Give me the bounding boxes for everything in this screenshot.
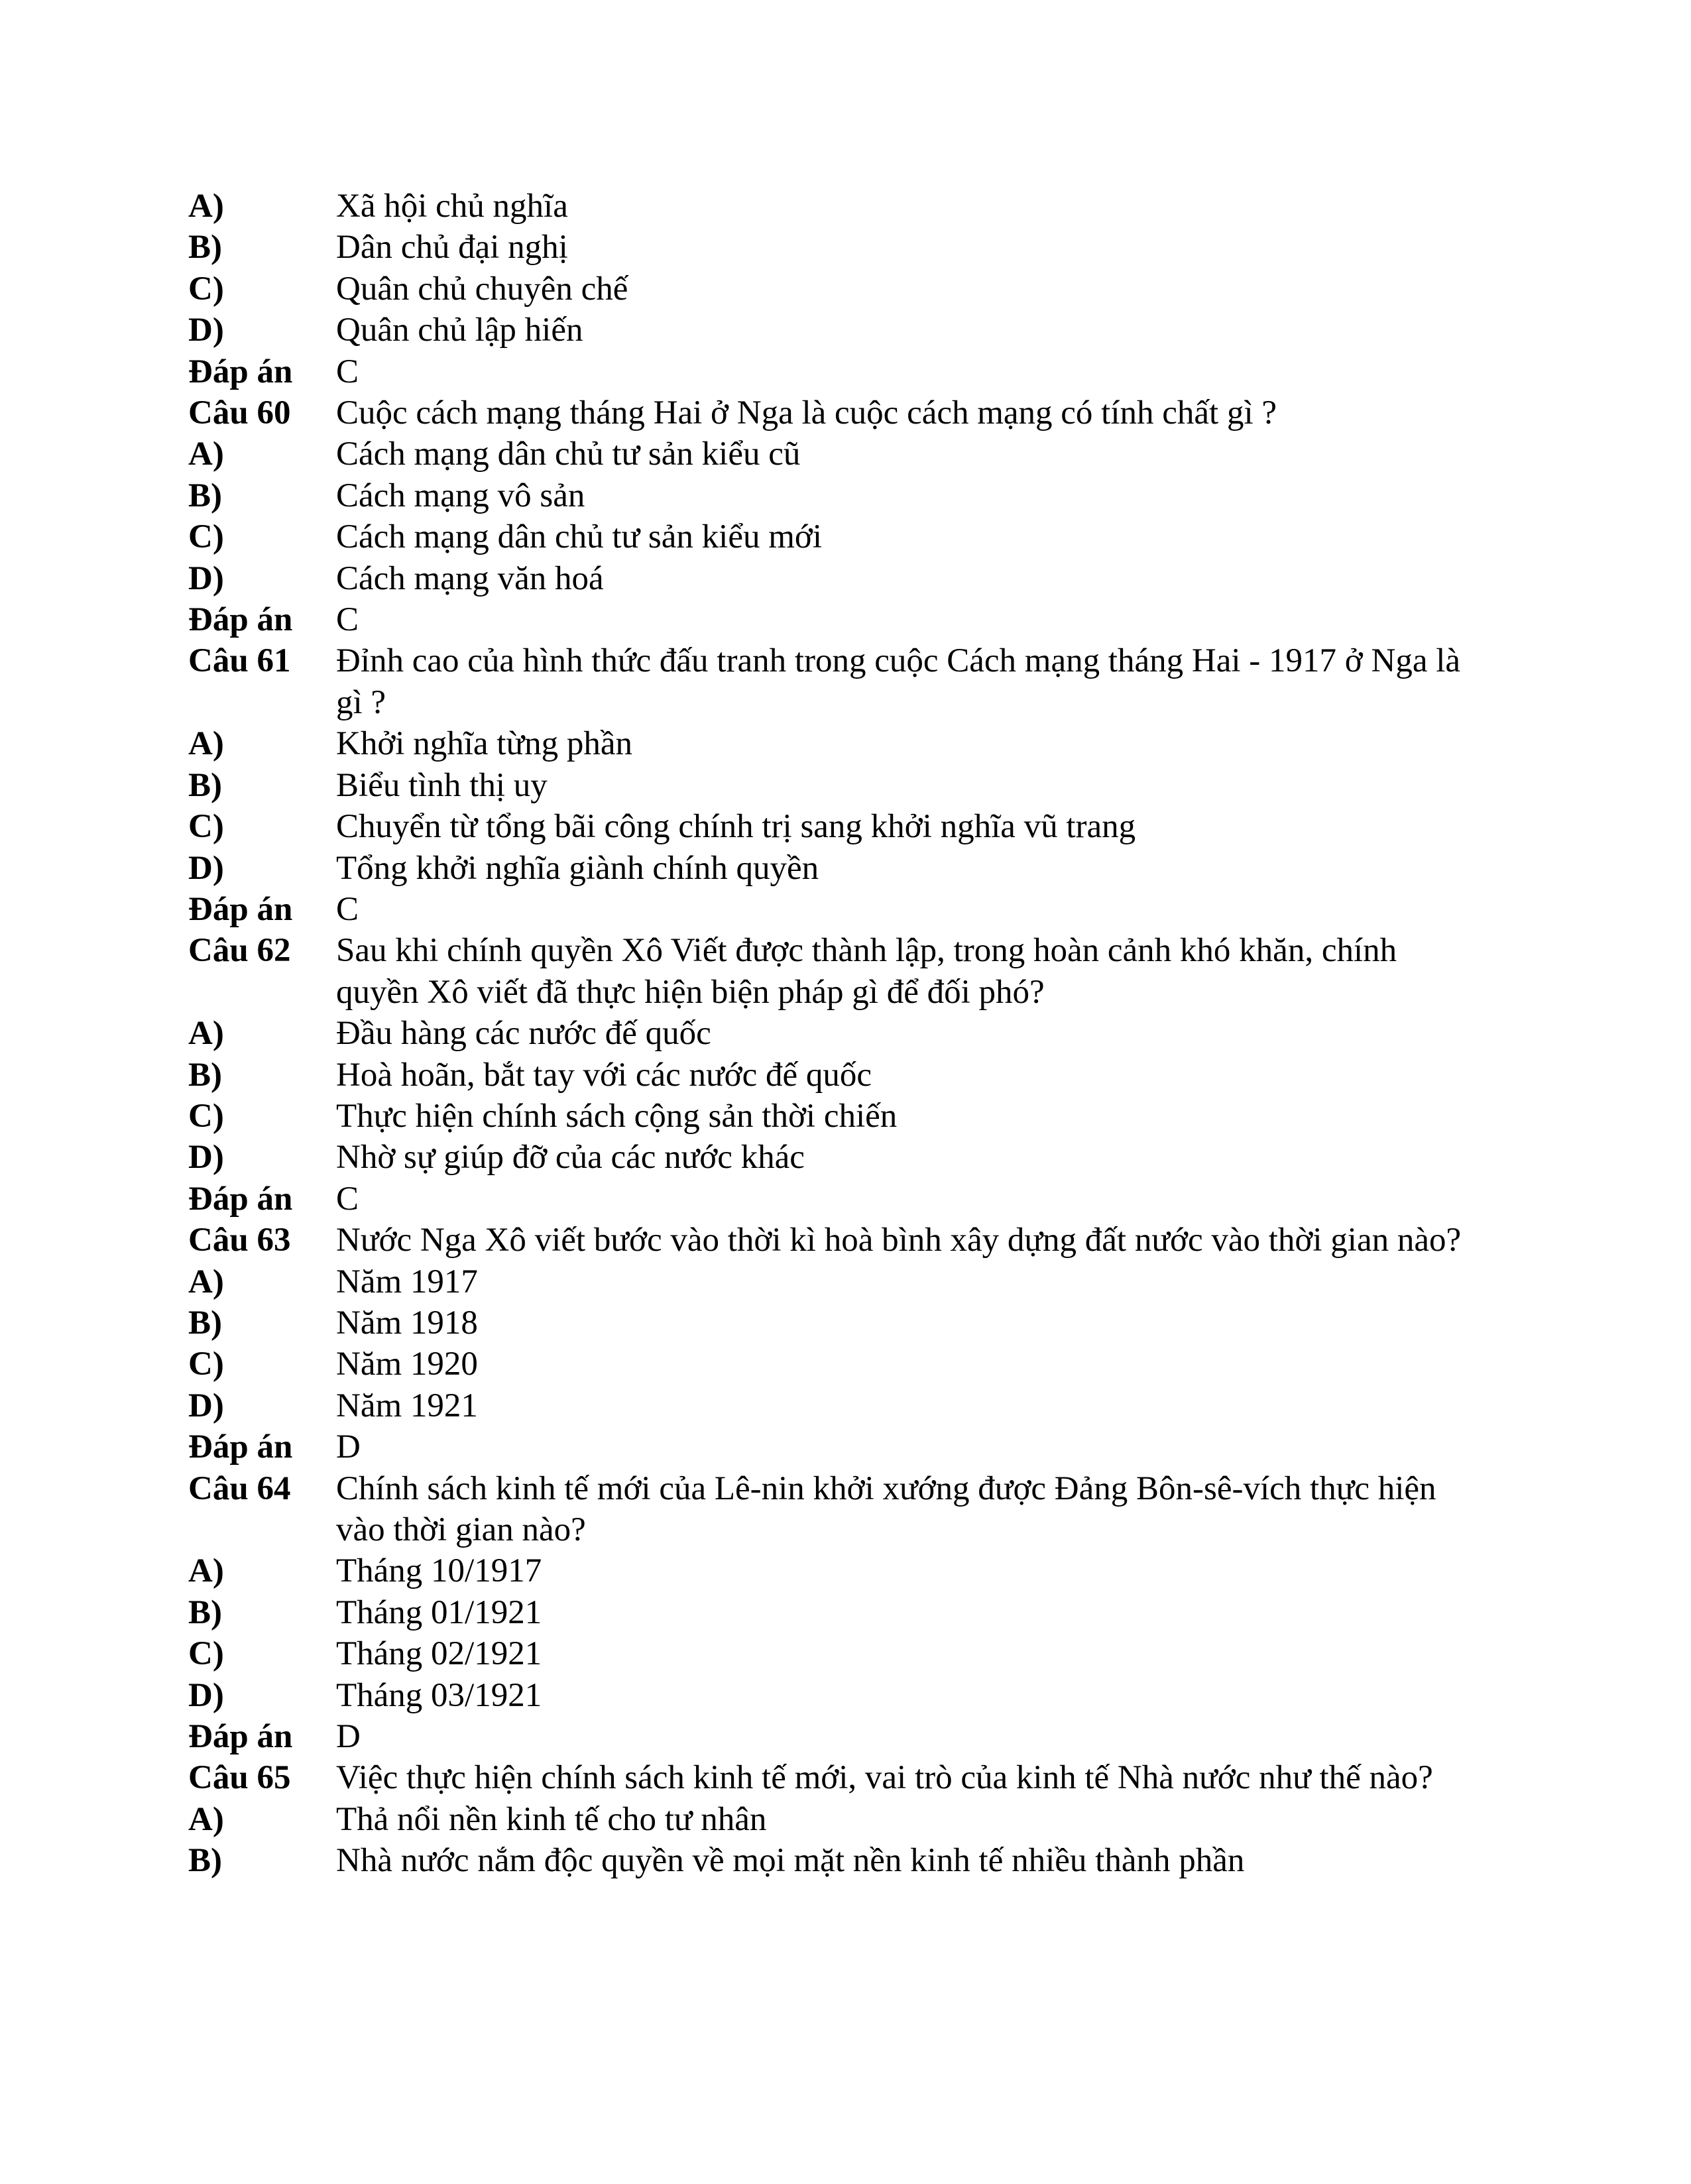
answer-row	[188, 351, 1474, 392]
option-row	[188, 765, 1474, 806]
option-row	[188, 268, 1474, 310]
option-label: C)	[188, 1346, 224, 1383]
answer-row	[188, 1178, 1474, 1220]
option-label: A)	[188, 1800, 224, 1838]
option-text: Năm 1921	[336, 1387, 478, 1424]
question-row	[188, 1220, 1474, 1261]
question-row	[188, 640, 1474, 723]
option-text: Thả nổi nền kinh tế cho tư nhân	[336, 1800, 767, 1838]
answer-label: Đáp án	[188, 890, 293, 928]
question-text: Chính sách kinh tế mới của Lê-nin khởi xướng được Đảng Bôn-sê-vích thực hiện vào thời gian nào?	[336, 1469, 1436, 1548]
option-row	[188, 1096, 1474, 1137]
option-text: Dân chủ đại nghị	[336, 229, 568, 266]
option-text: Chuyển từ tổng bãi công chính trị sang khởi nghĩa vũ trang	[336, 808, 1136, 846]
option-label: B)	[188, 477, 222, 514]
option-label: A)	[188, 1015, 224, 1053]
option-label: C)	[188, 1635, 224, 1673]
option-text: Cách mạng vô sản	[336, 477, 585, 514]
question-list	[188, 186, 1474, 1882]
option-row	[188, 558, 1474, 599]
answer-label: Đáp án	[188, 1180, 293, 1218]
question-text: Nước Nga Xô viết bước vào thời kì hoà bình xây dựng đất nước vào thời gian nào?	[336, 1222, 1462, 1259]
option-text: Nhà nước nắm độc quyền về mọi mặt nền kinh tế nhiều thành phần	[336, 1842, 1245, 1880]
option-row	[188, 1799, 1474, 1840]
option-text: Tháng 01/1921	[336, 1593, 542, 1631]
question-label: Câu 64	[188, 1469, 291, 1507]
question-label: Câu 65	[188, 1759, 291, 1797]
option-text: Khởi nghĩa từng phần	[336, 725, 632, 763]
option-label: D)	[188, 559, 224, 597]
option-row	[188, 806, 1474, 847]
option-row	[188, 848, 1474, 889]
question-text: Sau khi chính quyền Xô Viết được thành lập, trong hoàn cảnh khó khăn, chính quyền Xô viết đã thực hiện biện pháp gì để đối phó?	[336, 932, 1397, 1011]
option-label: C)	[188, 518, 224, 556]
option-row	[188, 723, 1474, 764]
option-text: Đầu hàng các nước đế quốc	[336, 1015, 711, 1053]
option-row	[188, 310, 1474, 351]
option-text: Cách mạng dân chủ tư sản kiểu mới	[336, 518, 823, 556]
answer-label: Đáp án	[188, 601, 293, 639]
answer-row	[188, 1426, 1474, 1467]
option-text: Năm 1920	[336, 1346, 478, 1383]
question-text: Việc thực hiện chính sách kinh tế mới, vai trò của kinh tế Nhà nước như thế nào?	[336, 1759, 1433, 1797]
option-row	[188, 186, 1474, 227]
option-label: A)	[188, 1552, 224, 1590]
option-text: Cách mạng dân chủ tư sản kiểu cũ	[336, 435, 801, 473]
option-row	[188, 1137, 1474, 1178]
option-row	[188, 1344, 1474, 1385]
option-text: Cách mạng văn hoá	[336, 559, 604, 597]
question-row	[188, 930, 1474, 1013]
option-label: A)	[188, 725, 224, 763]
option-label: D)	[188, 1387, 224, 1424]
option-text: Hoà hoãn, bắt tay với các nước đế quốc	[336, 1056, 872, 1094]
option-row	[188, 1550, 1474, 1591]
option-label: C)	[188, 1097, 224, 1135]
option-label: C)	[188, 270, 224, 308]
question-row	[188, 1468, 1474, 1551]
answer-row	[188, 1716, 1474, 1757]
option-text: Tháng 03/1921	[336, 1676, 542, 1714]
answer-label: Đáp án	[188, 1428, 293, 1466]
option-label: A)	[188, 1263, 224, 1300]
option-text: Thực hiện chính sách cộng sản thời chiến	[336, 1097, 898, 1135]
answer-row	[188, 889, 1474, 930]
answer-text: C	[336, 1180, 359, 1218]
option-text: Xã hội chủ nghĩa	[336, 188, 568, 225]
option-text: Quân chủ lập hiến	[336, 312, 583, 349]
answer-label: Đáp án	[188, 1718, 293, 1756]
question-label: Câu 63	[188, 1222, 291, 1259]
answer-row	[188, 599, 1474, 640]
option-label: C)	[188, 808, 224, 846]
option-label: B)	[188, 229, 222, 266]
option-text: Tháng 02/1921	[336, 1635, 542, 1673]
option-label: D)	[188, 849, 224, 887]
option-label: D)	[188, 312, 224, 349]
answer-text: C	[336, 353, 359, 390]
option-row	[188, 1013, 1474, 1054]
option-row	[188, 1633, 1474, 1674]
option-row	[188, 1385, 1474, 1426]
option-label: B)	[188, 1593, 222, 1631]
option-label: B)	[188, 766, 222, 804]
option-label: B)	[188, 1056, 222, 1094]
option-label: A)	[188, 435, 224, 473]
option-row	[188, 516, 1474, 557]
option-row	[188, 227, 1474, 268]
option-row	[188, 1592, 1474, 1633]
option-text: Biểu tình thị uy	[336, 766, 548, 804]
option-label: B)	[188, 1304, 222, 1342]
option-text: Tổng khởi nghĩa giành chính quyền	[336, 849, 819, 887]
question-row	[188, 392, 1474, 433]
question-text: Cuộc cách mạng tháng Hai ở Nga là cuộc cách mạng có tính chất gì ?	[336, 394, 1277, 432]
option-row	[188, 1675, 1474, 1716]
option-text: Nhờ sự giúp đỡ của các nước khác	[336, 1139, 805, 1177]
answer-text: C	[336, 601, 359, 639]
option-row	[188, 433, 1474, 475]
option-row	[188, 1302, 1474, 1344]
option-row	[188, 1055, 1474, 1096]
question-label: Câu 60	[188, 394, 291, 432]
option-text: Quân chủ chuyên chế	[336, 270, 628, 308]
question-row	[188, 1757, 1474, 1798]
question-label: Câu 61	[188, 642, 291, 680]
option-row	[188, 1840, 1474, 1881]
question-label: Câu 62	[188, 932, 291, 970]
answer-text: D	[336, 1718, 361, 1756]
answer-text: C	[336, 890, 359, 928]
option-row	[188, 475, 1474, 516]
answer-label: Đáp án	[188, 353, 293, 390]
option-row	[188, 1261, 1474, 1302]
question-text: Đỉnh cao của hình thức đấu tranh trong cuộc Cách mạng tháng Hai - 1917 ở Nga là gì ?	[336, 642, 1461, 721]
option-label: B)	[188, 1842, 222, 1880]
option-text: Tháng 10/1917	[336, 1552, 542, 1590]
option-label: D)	[188, 1139, 224, 1177]
option-text: Năm 1918	[336, 1304, 478, 1342]
option-text: Năm 1917	[336, 1263, 478, 1300]
option-label: A)	[188, 188, 224, 225]
answer-text: D	[336, 1428, 361, 1466]
option-label: D)	[188, 1676, 224, 1714]
